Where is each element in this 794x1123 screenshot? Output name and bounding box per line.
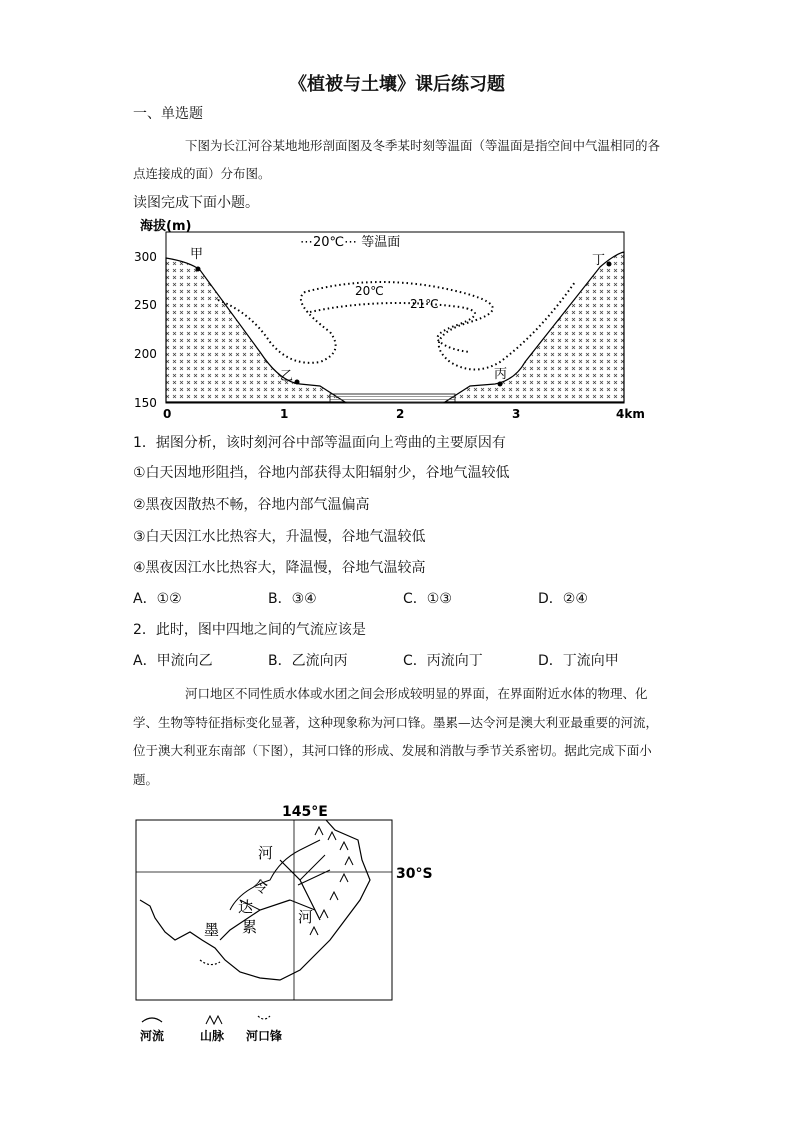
statement: ①白天因地形阻挡，谷地内部获得太阳辐射少，谷地气温较低 [133, 465, 510, 481]
murray-darling-map [130, 800, 450, 1050]
intro-paragraph: 下图为长江河谷某地地形剖面图及冬季某时刻等温面（等温面是指空间中气温相同的各点连接成的面）分布图。 [133, 138, 661, 181]
y-tick: 200 [134, 347, 157, 361]
river-char: 墨 [204, 921, 220, 939]
section-heading: 一、单选题 [133, 106, 203, 122]
longitude-label: 145°E [282, 804, 328, 820]
latitude-label: 30°S [396, 866, 433, 882]
y-tick: 150 [134, 396, 157, 410]
x-tick: 0 [163, 407, 172, 421]
option-b[interactable]: B．乙流向丙 [268, 653, 348, 669]
option-c[interactable]: C．丙流向丁 [403, 653, 483, 669]
y-tick: 300 [134, 250, 157, 264]
option-c[interactable]: C．①③ [403, 591, 452, 607]
passage-2: 河口地区不同性质水体或水团之间会形成较明显的界面，在界面附近水体的物理、化学、生物等特征指标变化显著，这种现象称为河口锋。墨累—达令河是澳大利亚最重要的河流，位于澳大利亚东南部（下图），其河口锋的形成、发展和消散与季节关系密切。据此完成下面小题。 [133, 686, 659, 787]
river-water [330, 394, 455, 402]
question-1-options [133, 588, 673, 608]
option-d[interactable]: D．②④ [538, 591, 588, 607]
option-a[interactable]: A．甲流向乙 [133, 653, 213, 669]
estuary-front [200, 960, 220, 965]
river-char: 达 [238, 898, 254, 916]
y-axis-label: 海拔(m) [140, 219, 192, 234]
x-tick: 2 [396, 407, 405, 421]
option-a[interactable]: A．①② [133, 591, 182, 607]
coastline [140, 820, 370, 980]
x-tick: 3 [512, 407, 521, 421]
x-tick: 1 [280, 407, 289, 421]
legend-mountain: 山脉 [200, 1029, 225, 1043]
point-ding: 丁 [592, 253, 606, 268]
statement: ②黑夜因散热不畅，谷地内部气温偏高 [133, 497, 370, 513]
statement: ④黑夜因江水比热容大，降温慢，谷地气温较高 [133, 560, 426, 576]
river-char: 河 [298, 908, 314, 926]
river-char: 河 [258, 844, 274, 862]
right-slope [445, 252, 624, 402]
option-d[interactable]: D．丁流向甲 [538, 653, 619, 669]
x-tick: 4km [616, 407, 645, 421]
y-tick: 250 [134, 298, 157, 312]
chart-legend: ⋯20℃⋯ 等温面 [300, 235, 401, 250]
instruction: 读图完成下面小题。 [133, 195, 259, 211]
question-2-stem: 2．此时，图中四地之间的气流应该是 [133, 622, 366, 638]
left-slope [166, 258, 345, 402]
question-2-options [133, 650, 673, 670]
legend-estuary-front: 河口锋 [246, 1029, 283, 1043]
isotherm-label: 20℃ [355, 284, 384, 298]
point-yi: 乙 [280, 369, 294, 384]
isotherm-20 [218, 282, 575, 370]
option-b[interactable]: B．③④ [268, 591, 317, 607]
question-1-stem: 1．据图分析，该时刻河谷中部等温面向上弯曲的主要原因有 [133, 435, 506, 451]
river-char: 令 [253, 878, 269, 896]
point-jia: 甲 [190, 247, 204, 262]
page-title: 《植被与土壤》课后练习题 [289, 74, 505, 95]
legend-river: 河流 [140, 1029, 165, 1043]
point-bing: 丙 [494, 367, 508, 382]
terrain-profile-chart [130, 212, 650, 424]
river-char: 累 [242, 918, 258, 936]
statement: ③白天因江水比热容大，升温慢，谷地气温较低 [133, 529, 426, 545]
isotherm-label: 21℃ [410, 297, 439, 311]
